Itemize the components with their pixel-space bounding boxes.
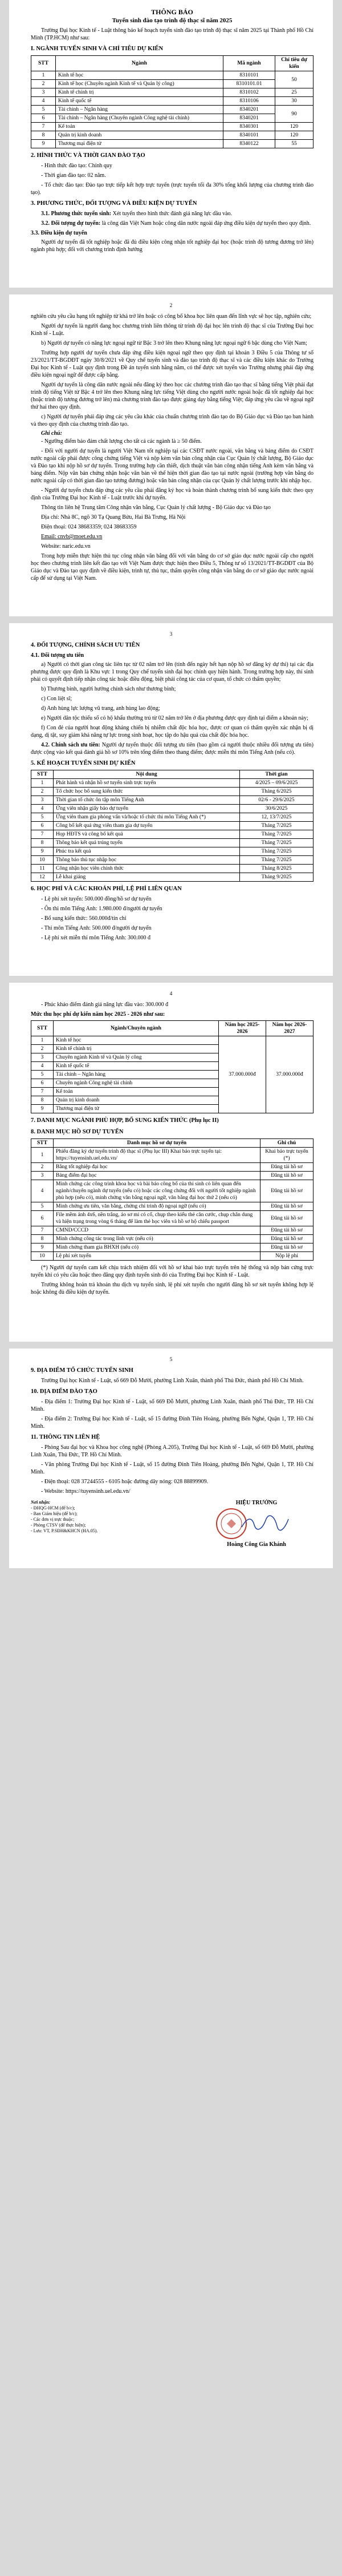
- cell-major: Kinh tế học: [54, 1036, 219, 1045]
- intro-paragraph: Trường Đại học Kinh tế - Luật thông báo kế hoạch tuyển sinh đào tạo trình độ thạc sĩ năm 2025 tại Thành phố Hồ Chí Minh (TP.HCM) như sau:: [31, 27, 314, 41]
- cell-stt: 5: [31, 813, 54, 822]
- page-3: [9, 623, 333, 976]
- cell-stt: 6: [31, 114, 56, 123]
- note-item: - Ngưỡng điểm bảo đảm chất lượng cho tất cả các ngành là ≥ 50 điểm.: [41, 438, 202, 445]
- col-major: Ngành/Chuyên ngành: [54, 1021, 219, 1036]
- paragraph: Người dự tuyển là người đang học chương trình liên thông từ trình độ đại học lên trình độ thạc sĩ của Trường Đại học Kinh tế - Luật.: [31, 323, 314, 337]
- cell-content: Công nhận học viên chính thức: [54, 865, 240, 873]
- cell-time: 30/6/2025: [240, 805, 314, 813]
- cell-time: Tháng 6/2025: [240, 788, 314, 796]
- priority-item: f) Con đẻ của người hoạt động kháng chiến bị nhiễm chất độc hóa học, được cơ quan có thẩm quyền xác nhận bị dị dạng, dị tật, suy giảm khả năng tự lực trong sinh hoạt, học tập do hậu quả của chất độc hóa học.: [31, 725, 314, 738]
- cell-fee-year-2: 37.000.000đ: [266, 1036, 314, 1113]
- contact-line: - Điện thoại: 028 37244555 - 6105 hoặc đường dây nóng: 028 88899909.: [41, 1479, 209, 1485]
- cell-code: 8340101: [223, 131, 275, 140]
- cell-major: Kế toán: [54, 1088, 219, 1096]
- cell-stt: 10: [31, 856, 54, 865]
- table-row: [31, 88, 314, 97]
- col-major: Ngành: [56, 56, 223, 71]
- table-row: [31, 71, 314, 80]
- notes-heading: Ghi chú:: [41, 430, 62, 437]
- table-row: [31, 131, 314, 140]
- cell-code: 8310106: [223, 97, 275, 106]
- cell-stt: 3: [31, 1053, 54, 1062]
- section-6-heading: 6. HỌC PHÍ VÀ CÁC KHOẢN PHÍ, LỆ PHÍ LIÊN QUAN: [31, 886, 182, 892]
- fee-line: - Phúc khảo điểm đánh giá năng lực đầu vào: 300.000 đ: [41, 1002, 169, 1008]
- website-link[interactable]: - Website: https://tuyensinh.uel.edu.vn/: [41, 1488, 131, 1495]
- table-row: [31, 865, 314, 873]
- cell-document: Bằng tốt nghiệp đại học: [54, 1163, 260, 1172]
- contact-address: Địa chỉ: Nhà 8C, ngõ 30 Tạ Quang Bửu, Hai Bà Trưng, Hà Nội: [41, 514, 186, 520]
- table-row: [31, 1036, 314, 1045]
- section-3-3-text: Người dự tuyển đã tốt nghiệp hoặc đã đủ điều kiện công nhận tốt nghiệp đại học (hoặc trình độ tương đương trở lên) ngành phù hợp; đối với chương trình định hướng: [31, 239, 314, 253]
- note-item: - Đối với người dự tuyển là người Việt Nam tốt nghiệp tại các CSĐT nước ngoài, văn bằng và bảng điểm do CSĐT nước ngoài cấp phải được công chứng tiếng Việt và nộp kèm văn bản công nhận của Cục Quản lý chất lượng, Bộ Giáo dục và Đào tạo khi nộp hồ sơ dự tuyển. Trong trường hợp cần thiết, dịch thuật văn bản công nhận tiếng Anh kèm văn bằng và bảng điểm. Nộp văn bản chứng nhận hoặc văn bản về thể hiện thời gian đào tạo tại nước ngoài (trường hợp văn bằng do nước ngoài cấp có thời gian đào tạo tương đương) hoặc văn bản công nhận của cục Quản lý chất lượng trước khi nhập học.: [31, 448, 314, 484]
- note-item: - Người dự tuyển chưa đáp ứng các yêu cầu phải đăng ký học và hoàn thành chương trình bổ sung kiến thức theo quy định của Trường Đại học Kinh tế - Luật trước khi dự tuyển.: [31, 487, 314, 501]
- table-row: [31, 106, 314, 114]
- cell-stt: 9: [31, 1105, 54, 1113]
- table-row: [31, 847, 314, 856]
- cell-document: Minh chứng ưu tiên, văn bằng, chứng chỉ trình độ ngoại ngữ (nếu có): [54, 1202, 260, 1211]
- cell-stt: 4: [31, 805, 54, 813]
- cell-major: Quản trị kinh doanh: [54, 1096, 219, 1105]
- cell-note: Đăng tải hồ sơ: [260, 1243, 314, 1252]
- table-row: [31, 1148, 314, 1163]
- note-item: Thông tin liên hệ Trung tâm Công nhận văn bằng, Cục Quản lý chất lượng - Bộ Giáo dục và Đào tạo: [41, 504, 271, 511]
- section-7-heading: 7. DANH MỤC NGÀNH PHÙ HỢP, BỔ SUNG KIẾN THỨC (Phụ lục II): [31, 1117, 219, 1124]
- cell-stt: 3: [31, 796, 54, 805]
- cell-stt: 3: [31, 88, 56, 97]
- section-8-heading: 8. DANH MỤC HỒ SƠ DỰ TUYỂN: [31, 1129, 124, 1135]
- fee-line: - Lệ phí xét miễn thi môn Tiếng Anh: 300.000 đ: [41, 935, 150, 941]
- cell-quota: 120: [275, 123, 314, 131]
- cell-stt: 5: [31, 1202, 54, 1211]
- tuition-heading: Mức thu học phí dự kiến năm học 2025 - 2026 như sau:: [31, 1011, 165, 1018]
- training-organization-line: - Tổ chức đào tạo: Đào tạo trực tiếp kết hợp trực tuyến (trực tuyến tối đa 30% tổng khối lượng của chương trình đào tạo).: [31, 182, 314, 196]
- col-stt: STT: [31, 1139, 54, 1148]
- cell-stt: 1: [31, 779, 54, 788]
- documents-note: (*) Người dự tuyển cam kết chịu trách nhiệm đối với hồ sơ khai báo trực tuyến trên hệ thống và nộp bản cứng trực tuyến khi có yêu cầu hoặc theo đăng quy định tuyển sinh đó của Trường Đại học Kinh tế - Luật.: [31, 1265, 314, 1278]
- col-quota: Chỉ tiêu dự kiến: [275, 56, 314, 71]
- location-line: - Địa điểm 1: Trường Đại học Kinh tế - Luật, số 669 Đỗ Mười, phường Linh Xuân, thành phố Thủ Đức, TP. Hồ Chí Minh.: [31, 1399, 314, 1412]
- cell-stt: 4: [31, 1180, 54, 1202]
- cell-quota: 55: [275, 140, 314, 148]
- cell-code: 8310101.01: [223, 80, 275, 88]
- cell-stt: 8: [31, 839, 54, 847]
- tuition-table: [31, 1020, 314, 1113]
- section-4-heading: 4. ĐỐI TƯỢNG, CHÍNH SÁCH ƯU TIÊN: [31, 642, 140, 648]
- table-row: [31, 1180, 314, 1202]
- table-row: [31, 788, 314, 796]
- signature-block: [31, 1500, 314, 1548]
- priority-item: a) Người có thời gian công tác liên tục từ 02 năm trở lên (tính đến ngày hết hạn nộp hồ sơ đăng ký dự thi) tại các địa phương được quy định là Khu vực 1 trong Quy chế tuyển sinh đại học chính quy hiện hành. Trong trường hợp này, thí sinh phải có quyết định tiếp nhận công tác hoặc điều động, biệt phái công tác của cơ quan, tổ chức có thẩm quyền;: [31, 661, 314, 683]
- section-2-heading: 2. HÌNH THỨC VÀ THỜI GIAN ĐÀO TẠO: [31, 152, 145, 159]
- cell-stt: 7: [31, 830, 54, 839]
- table-row: [31, 779, 314, 788]
- section-3-3-heading: 3.3. Điều kiện dự tuyển: [31, 230, 87, 236]
- fee-line: - Thi môn Tiếng Anh: 500.000 đ/người dự tuyển: [41, 925, 152, 931]
- fee-line: - Bổ sung kiến thức: 560.000đ/tín chỉ: [41, 915, 127, 922]
- cell-time: Tháng 9/2025: [240, 873, 314, 882]
- cell-stt: 10: [31, 1252, 54, 1261]
- cell-stt: 12: [31, 873, 54, 882]
- col-content: Nội dung: [54, 770, 240, 779]
- cell-time: Tháng 7/2025: [240, 830, 314, 839]
- page-number: 5: [169, 1356, 173, 1362]
- table-row: [31, 123, 314, 131]
- cell-time: 4/2025 – 09/6/2025: [240, 779, 314, 788]
- signature-icon: [239, 1515, 291, 1532]
- cell-major: Tài chính – Ngân hàng (Chuyên ngành Công nghệ tài chính): [56, 114, 223, 123]
- cell-stt: 8: [31, 1096, 54, 1105]
- page-number: 2: [169, 302, 173, 308]
- cell-content: Họp HĐTS và công bố kết quả: [54, 830, 240, 839]
- cell-time: 02/6 - 29/6/2025: [240, 796, 314, 805]
- cell-major: Kinh tế học: [56, 71, 223, 80]
- contact-phone: Điện thoại: 024 38683359; 024 38683359: [41, 524, 137, 530]
- priority-item: b) Thương binh, người hưởng chính sách như thương binh;: [41, 686, 176, 692]
- cell-major: Kế toán: [56, 123, 223, 131]
- table-row: [31, 97, 314, 106]
- cell-document: File mềm ảnh 4x6, nền trắng, áo sơ mi có cổ, chụp theo kiểu thẻ căn cước, chụp chân dung và hiện trạng trong vòng 6 tháng để làm thẻ học viên và hồ sơ hộ chiếu passport: [54, 1211, 260, 1226]
- col-note: Ghi chú: [260, 1139, 314, 1148]
- cell-time: Tháng 7/2025: [240, 847, 314, 856]
- page-4: [9, 983, 333, 1342]
- cell-time: 12, 13/7/2025: [240, 813, 314, 822]
- cell-document: Phiếu đăng ký dự tuyển trình độ thạc sĩ (Phụ lục III) Khai báo trực tuyến tại: https://tuyensinh.uel.edu.vn/: [54, 1148, 260, 1163]
- table-row: [31, 80, 314, 88]
- recipients-label: Nơi nhận:: [31, 1500, 51, 1505]
- cell-content: Lễ khai giảng: [54, 873, 240, 882]
- training-format-line: - Hình thức đào tạo: Chính quy: [41, 163, 112, 169]
- documents-table: [31, 1138, 314, 1261]
- col-document: Danh mục hồ sơ dự tuyển: [54, 1139, 260, 1148]
- cell-major: Thương mại điện tử: [54, 1105, 219, 1113]
- col-year-1: Năm học 2025-2026: [219, 1021, 266, 1036]
- col-time: Thời gian: [240, 770, 314, 779]
- contact-website[interactable]: Website: naric.edu.vn: [41, 543, 91, 550]
- table-row: [31, 1235, 314, 1243]
- cell-stt: 1: [31, 71, 56, 80]
- priority-item: e) Người dân tộc thiểu số có hộ khẩu thường trú từ 02 năm trở lên ở địa phương được quy định tại điểm a khoản này;: [41, 715, 308, 721]
- cell-stt: 5: [31, 106, 56, 114]
- cell-content: Phát hành và nhận hồ sơ tuyển sinh trực tuyến: [54, 779, 240, 788]
- cell-major: Chuyên ngành Công nghệ tài chính: [54, 1079, 219, 1088]
- table-row: [31, 856, 314, 865]
- recipient-item: - Ban Giám hiệu (để b/c);: [31, 1511, 78, 1516]
- table-row: [31, 796, 314, 805]
- table-row: [31, 1211, 314, 1226]
- cell-quota: 50: [275, 71, 314, 88]
- cell-quota: 25: [275, 88, 314, 97]
- table-row: [31, 830, 314, 839]
- cell-stt: 1: [31, 1036, 54, 1045]
- recipient-item: - ĐHQG-HCM (để b/c);: [31, 1505, 75, 1511]
- paragraph: c) Người dự tuyển phải đáp ứng các yêu cầu khác của chuẩn chương trình đào tạo do Bộ Giáo dục và Đào tạo ban hành và theo quy định của chương trình đào tạo.: [31, 414, 314, 427]
- cell-major: Kinh tế quốc tế: [54, 1062, 219, 1071]
- recipient-item: - Lưu: VT, P.SĐH&KHCN (HA.05).: [31, 1528, 98, 1533]
- section-4-1-heading: 4.1. Đối tượng ưu tiên: [31, 652, 84, 659]
- cell-stt: 9: [31, 847, 54, 856]
- cell-major: Quản trị kinh doanh: [56, 131, 223, 140]
- cell-note: Khai báo trực tuyến (*): [260, 1148, 314, 1163]
- page-number: 4: [169, 991, 173, 996]
- cell-code: 8310102: [223, 88, 275, 97]
- cell-code: 8340201: [223, 114, 275, 123]
- section-3-1-heading: 3.1. Phương thức tuyển sinh:: [41, 211, 112, 217]
- page-1: [9, 0, 333, 288]
- section-3-2-heading: 3.2. Đối tượng dự tuyển:: [41, 220, 101, 227]
- cell-quota: 120: [275, 131, 314, 140]
- section-5-heading: 5. KẾ HOẠCH TUYỂN SINH DỰ KIẾN: [31, 760, 136, 766]
- cell-code: 8340301: [223, 123, 275, 131]
- page-5: [9, 1348, 333, 1568]
- cell-document: Minh chứng tham gia BHXH (nếu có): [54, 1243, 260, 1252]
- cell-stt: 9: [31, 140, 56, 148]
- page-number: 3: [169, 631, 173, 637]
- table-row: [31, 822, 314, 830]
- schedule-table: [31, 770, 314, 882]
- cell-major: Thương mại điện tử: [56, 140, 223, 148]
- document-title: THÔNG BÁO: [151, 8, 193, 16]
- cell-time: Tháng 8/2025: [240, 865, 314, 873]
- cell-document: Minh chứng công tác trong lĩnh vực (nếu có): [54, 1235, 260, 1243]
- section-3-1-text: Xét tuyển theo hình thức đánh giá năng lực dầu vào.: [112, 211, 233, 217]
- table-row: [31, 1243, 314, 1252]
- cell-quota: 90: [275, 106, 314, 123]
- section-3-heading: 3. PHƯƠNG THỨC, ĐỐI TƯỢNG VÀ ĐIỀU KIỆN DỰ TUYỂN: [31, 200, 197, 207]
- section-1-heading: I. NGÀNH TUYỂN SINH VÀ CHỈ TIÊU DỰ KIẾN: [31, 46, 164, 52]
- cell-code: 8340201: [223, 106, 275, 114]
- priority-item: d) Anh hùng lực lượng vũ trang, anh hùng lao động;: [41, 705, 160, 712]
- contact-email[interactable]: Email: cnvb@moet.edu.vn: [41, 534, 103, 540]
- cell-stt: 4: [31, 1062, 54, 1071]
- cell-major: Kinh tế chính trị: [56, 88, 223, 97]
- table-row: [31, 114, 314, 123]
- cell-stt: 2: [31, 1163, 54, 1172]
- cell-content: Ứng viên nhận giấy báo dự tuyển: [54, 805, 240, 813]
- cell-document: Lệ phí xét tuyển: [54, 1252, 260, 1261]
- cell-content: Thời gian tổ chức ôn tập môn Tiếng Anh: [54, 796, 240, 805]
- signer-role: HIỆU TRƯỞNG: [235, 1500, 278, 1506]
- contact-line: - Văn phòng Trường Đại học Kinh tế - Luật, số 15 đường Đinh Tiên Hoàng, phường Bến Nghé, Quận 1, TP. Hồ Chí Minh.: [31, 1461, 314, 1475]
- cell-content: Tổ chức học bổ sung kiến thức: [54, 788, 240, 796]
- cell-content: Phúc tra kết quả: [54, 847, 240, 856]
- table-row: [31, 140, 314, 148]
- cell-stt: 2: [31, 788, 54, 796]
- cell-note: Đăng tải hồ sơ: [260, 1163, 314, 1172]
- col-stt: STT: [31, 1021, 54, 1036]
- cell-time: Tháng 7/2025: [240, 839, 314, 847]
- cell-document: CMND/CCCD: [54, 1226, 260, 1235]
- cell-time: Tháng 7/2025: [240, 856, 314, 865]
- table-row: [31, 873, 314, 882]
- cell-stt: 6: [31, 1079, 54, 1088]
- cell-stt: 7: [31, 1226, 54, 1235]
- table-row: [31, 1252, 314, 1261]
- section-4-2-heading: 4.2. Chính sách ưu tiên:: [41, 742, 100, 748]
- cell-stt: 3: [31, 1172, 54, 1180]
- cell-major: Kinh tế học (Chuyên ngành Kinh tế và Quản lý công): [56, 80, 223, 88]
- cell-fee-year-1: 37.000.000đ: [219, 1036, 266, 1113]
- cell-note: Đăng tải hồ sơ: [260, 1235, 314, 1243]
- documents-note: Trường không hoàn trả khoản thu dịch vụ tuyển sinh, lệ phí xét tuyển cho người đăng hồ sơ xét tuyển không hợp lệ hoặc không đủ điều kiện dự tuyển.: [31, 1282, 314, 1295]
- table-row: [31, 1202, 314, 1211]
- table-row: [31, 1226, 314, 1235]
- cell-stt: 6: [31, 822, 54, 830]
- location-line: - Địa điểm 2: Trường Đại học Kinh tế - Luật, số 15 đường Đinh Tiên Hoàng, phường Bến Nghé, Quận 1, TP. Hồ Chí Minh.: [31, 1416, 314, 1430]
- recipient-item: - Các đơn vị trực thuộc;: [31, 1517, 75, 1522]
- cell-note: Đăng tải hồ sơ: [260, 1226, 314, 1235]
- signer-name: Hoàng Công Gia Khánh: [227, 1541, 286, 1548]
- col-stt: STT: [31, 770, 54, 779]
- recipient-item: - Phòng CTSV (để thực hiện);: [31, 1523, 86, 1528]
- section-4-2-text: Người dự tuyển thuộc đối tượng ưu tiên (bao gồm cả người thuộc nhiều đối tượng ưu tiên) được cộng vào kết quả đánh giá hồ sơ 10% trên tổng điểm theo thang điểm; được miễn thi môn Tiếng Anh (nếu có).: [31, 742, 314, 756]
- signer: [199, 1500, 314, 1548]
- cell-content: Ứng viên tham gia phỏng vấn và/hoặc tổ chức thi môn Tiếng Anh (*): [54, 813, 240, 822]
- cell-stt: 1: [31, 1148, 54, 1163]
- cell-stt: 2: [31, 1045, 54, 1053]
- cell-time: Tháng 7/2025: [240, 822, 314, 830]
- cell-note: Đăng tải hồ sơ: [260, 1211, 314, 1226]
- note-item: Trong hợp miễn thực hiện thủ tục công nhận văn bằng đối với văn bằng do cơ sở giáo dục nước ngoài cấp cho người học theo chương trình liên kết đào tạo với Việt Nam được thực hiện theo Điều 5, Thông tư số 13/2021/TT-BGDĐT của Bộ Giáo dục và Đào tạo quy định về điều kiện, trình tự, thủ tục, thẩm quyền công nhận văn bằng do cơ sở giáo dục nước ngoài cấp để sử dụng tại Việt Nam.: [31, 553, 314, 582]
- section-10-heading: 10. ĐỊA ĐIỂM ĐÀO TẠO: [31, 1388, 97, 1395]
- cell-major: Tài chính – Ngân hàng: [54, 1071, 219, 1079]
- section-3-2-text: là công dân Việt Nam hoặc công dân nước ngoài đáp ứng điều kiện dự tuyển theo quy định.: [101, 220, 311, 227]
- cell-major: Tài chính – Ngân hàng: [56, 106, 223, 114]
- table-row: [31, 1163, 314, 1172]
- cell-stt: 4: [31, 97, 56, 106]
- table-row: [31, 813, 314, 822]
- cell-stt: 5: [31, 1071, 54, 1079]
- cell-content: Thông báo thủ tục nhập học: [54, 856, 240, 865]
- col-year-2: Năm học 2026-2027: [266, 1021, 314, 1036]
- section-11-heading: 11. THÔNG TIN LIÊN HỆ: [31, 1434, 100, 1440]
- cell-stt: 11: [31, 865, 54, 873]
- page-2: [9, 294, 333, 616]
- cell-code: 8340122: [223, 140, 275, 148]
- paragraph: b) Người dự tuyển có năng lực ngoại ngữ từ Bậc 3 trở lên theo Khung năng lực ngoại ngữ 6 bậc dùng cho Việt Nam;: [41, 340, 307, 346]
- cell-major: Kinh tế chính trị: [54, 1045, 219, 1053]
- paragraph: Người dự tuyển là công dân nước ngoài nếu đăng ký theo học các chương trình đào tạo thạc sĩ bằng tiếng Việt phải đạt trình độ tiếng Việt từ Bậc 4 trở lên theo Khung năng lực tiếng Việt dùng cho người nước ngoài hoặc đã tốt nghiệp đại học (hoặc trình độ tương đương trở lên) mà chương trình đào tạo được giảng dạy bằng tiếng Việt; đáp ứng yêu cầu về ngoại ngữ thứ hai theo quy định.: [31, 382, 314, 410]
- section-9-heading: 9. ĐỊA ĐIỂM TỔ CHỨC TUYỂN SINH: [31, 1367, 133, 1374]
- majors-table: [31, 55, 314, 148]
- cell-stt: 8: [31, 1235, 54, 1243]
- recipients-list: [31, 1500, 133, 1548]
- table-row: [31, 805, 314, 813]
- cell-stt: 7: [31, 1088, 54, 1096]
- cell-stt: 6: [31, 1211, 54, 1226]
- training-duration-line: - Thời gian đào tạo: 02 năm.: [41, 172, 106, 179]
- paragraph: nghiên cứu yêu cầu hạng tốt nghiệp từ khá trở lên hoặc có công bố khoa học liên quan đến lĩnh vực sẽ học tập, nghiên cứu;: [31, 313, 312, 320]
- cell-major: Kinh tế quốc tế: [56, 97, 223, 106]
- cell-note: Đăng tải hồ sơ: [260, 1202, 314, 1211]
- cell-stt: 7: [31, 123, 56, 131]
- cell-note: Đăng tải hồ sơ: [260, 1180, 314, 1202]
- cell-quota: 30: [275, 97, 314, 106]
- paragraph: Trường hợp người dự tuyển chưa đáp ứng điều kiện ngoại ngữ theo quy định tại khoản 3 Điều 5 của Thông tư số 23/2021/TT-BGDĐT ngày 30/8/2021 về Quy chế tuyển sinh và đào tạo trình độ thạc sĩ và các điều kiện khác do Trường Đại học Kinh tế - Luật quy định trong Đề án tuyển sinh hằng năm, có thể được xét tuyển vào Trường nhưng phải đáp ứng điều kiện ngoại ngữ để được cấp bằng.: [31, 350, 314, 378]
- cell-major: Chuyên ngành Kinh tế và Quản lý công: [54, 1053, 219, 1062]
- cell-stt: 9: [31, 1243, 54, 1252]
- priority-item: c) Con liệt sĩ;: [41, 696, 72, 702]
- cell-stt: 2: [31, 80, 56, 88]
- fee-line: - Ôn thi môn Tiếng Anh: 1.980.000 đ/người dự tuyển: [41, 906, 162, 912]
- section-9-text: Trường Đại học Kinh tế - Luật, số 669 Đỗ Mười, phường Linh Xuân, thành phố Thủ Đức, thành phố Hồ Chí Minh.: [41, 1378, 304, 1384]
- col-stt: STT: [31, 56, 56, 71]
- table-row: [31, 839, 314, 847]
- table-row: [31, 1172, 314, 1180]
- col-code: Mã ngành: [223, 56, 275, 71]
- cell-content: Thông báo kết quả trúng tuyển: [54, 839, 240, 847]
- cell-document: Bảng điểm đại học: [54, 1172, 260, 1180]
- cell-stt: 8: [31, 131, 56, 140]
- cell-document: Minh chứng các công trình khoa học và bài báo công bố của thí sinh có liên quan đến ngành/chuyên ngành dự tuyển (nếu có) hoặc các công chứng đối với người tốt nghiệp ngành phù hợp (nếu có), minh chứng văn bằng ngoại ngữ, văn bằng đại học thứ 2 (nếu có): [54, 1180, 260, 1202]
- cell-code: 8310101: [223, 71, 275, 80]
- contact-line: - Phòng Sau đại học và Khoa học công nghệ (Phòng A.205), Trường Đại học Kinh tế - Luật, số 669 Đỗ Mười, phường Linh Xuân, Thủ Đức, TP. Hồ Chí Minh.: [31, 1444, 314, 1458]
- document-subtitle: Tuyển sinh đào tạo trình độ thạc sĩ năm 2025: [112, 17, 233, 24]
- cell-content: Công bố kết quả ứng viên tham gia dự tuyển: [54, 822, 240, 830]
- fee-line: - Lệ phí xét tuyển: 500.000 đồng/hồ sơ dự tuyển: [41, 896, 152, 902]
- cell-note: Nộp lệ phí: [260, 1252, 314, 1261]
- cell-note: Đăng tải hồ sơ: [260, 1172, 314, 1180]
